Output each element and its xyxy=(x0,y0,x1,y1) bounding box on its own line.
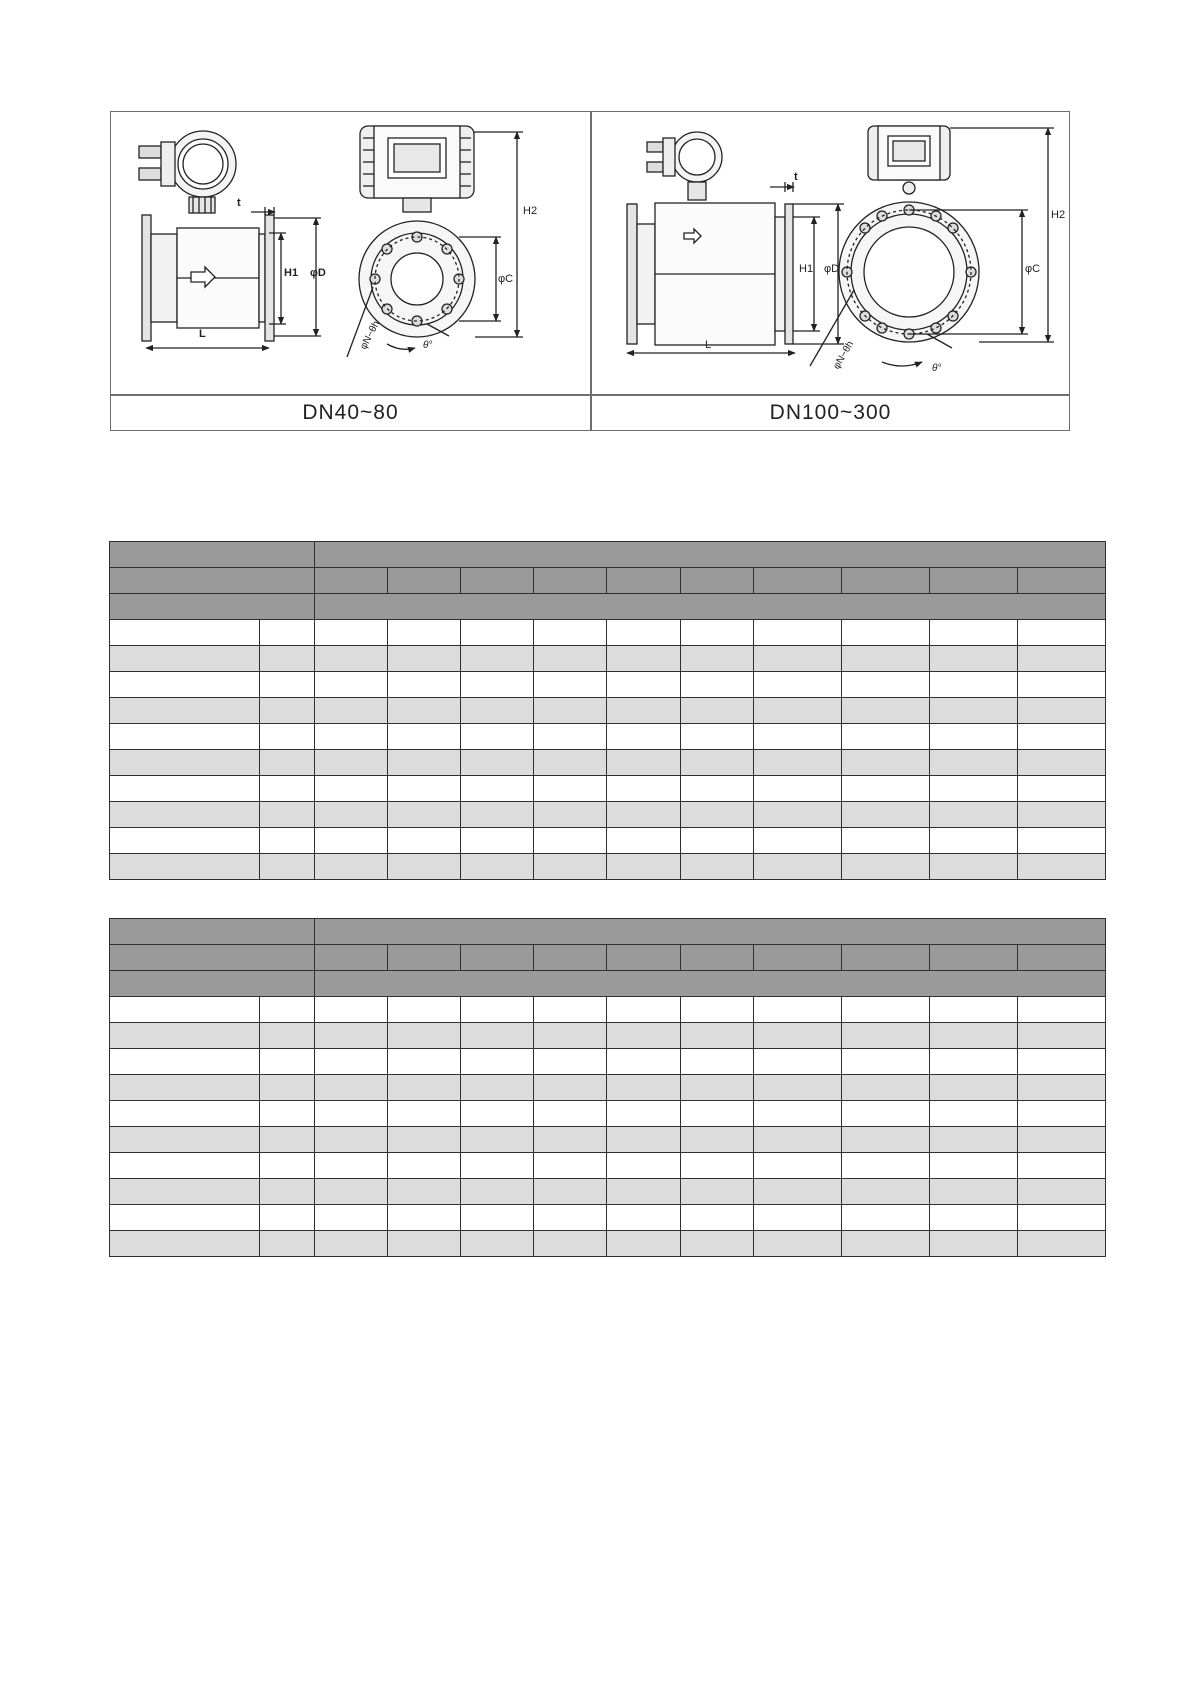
size-cell xyxy=(388,568,461,594)
header-cell xyxy=(315,542,1106,568)
label-c: φC xyxy=(498,273,514,285)
table-row xyxy=(110,854,1106,880)
table-header-row xyxy=(110,542,1106,568)
header-cell xyxy=(110,919,315,945)
label-l: L xyxy=(705,339,712,351)
header-cell xyxy=(110,594,315,620)
size-cell xyxy=(534,568,607,594)
table-row xyxy=(110,1231,1106,1257)
size-cell xyxy=(461,568,534,594)
converter-head-side xyxy=(647,132,722,200)
table-row xyxy=(110,1023,1106,1049)
header-cell xyxy=(315,594,1106,620)
size-cell xyxy=(461,945,534,971)
table-header-row xyxy=(110,594,1106,620)
size-cell xyxy=(534,945,607,971)
table-row xyxy=(110,646,1106,672)
table-row xyxy=(110,724,1106,750)
table-size-row xyxy=(110,945,1106,971)
table-row xyxy=(110,802,1106,828)
size-cell xyxy=(841,568,929,594)
table-row xyxy=(110,620,1106,646)
table-row xyxy=(110,698,1106,724)
label-n-theta-h: φN−θh xyxy=(831,339,857,372)
size-cell xyxy=(607,568,680,594)
size-cell xyxy=(315,945,388,971)
meter-body-side xyxy=(142,215,274,341)
size-cell xyxy=(1017,945,1105,971)
table-row xyxy=(110,1153,1106,1179)
drawing-dn100-300 xyxy=(592,112,1069,394)
flange-front xyxy=(359,221,475,337)
converter-head-side xyxy=(139,131,236,213)
table-row xyxy=(110,672,1106,698)
size-cell xyxy=(680,568,753,594)
header-cell xyxy=(315,919,1106,945)
table-size-row xyxy=(110,568,1106,594)
size-cell xyxy=(841,945,929,971)
table-row xyxy=(110,997,1106,1023)
header-cell xyxy=(110,971,315,997)
label-theta: θ° xyxy=(932,363,942,374)
label-h1: H1 xyxy=(284,267,299,279)
table-header-row xyxy=(110,919,1106,945)
header-cell xyxy=(110,542,315,568)
table-row xyxy=(110,1179,1106,1205)
header-cell xyxy=(110,568,315,594)
label-d: φD xyxy=(824,263,840,275)
size-cell xyxy=(315,568,388,594)
size-cell xyxy=(929,568,1017,594)
caption-dn40-80: DN40~80 xyxy=(302,401,399,424)
drawing-figure xyxy=(110,111,1070,431)
label-h1: H1 xyxy=(799,263,814,275)
size-cell xyxy=(680,945,753,971)
label-n-theta-h: φN−θh xyxy=(358,319,383,352)
size-cell xyxy=(929,945,1017,971)
table-header-row xyxy=(110,971,1106,997)
size-cell xyxy=(388,945,461,971)
flange-front xyxy=(839,202,979,342)
size-cell xyxy=(607,945,680,971)
label-t: t xyxy=(794,171,798,183)
table-row xyxy=(110,1075,1106,1101)
table-row xyxy=(110,776,1106,802)
drawing-dn40-80 xyxy=(111,112,590,394)
label-d: φD xyxy=(310,267,326,279)
label-c: φC xyxy=(1025,263,1041,275)
label-h2: H2 xyxy=(1051,209,1066,221)
dimension-table-2 xyxy=(109,918,1106,1257)
table-row xyxy=(110,1101,1106,1127)
label-l: L xyxy=(199,328,206,340)
meter-body-side xyxy=(627,203,793,345)
label-t: t xyxy=(237,197,241,209)
header-cell xyxy=(315,971,1106,997)
label-h2: H2 xyxy=(523,205,538,217)
table-row xyxy=(110,1205,1106,1231)
caption-dn100-300: DN100~300 xyxy=(769,401,892,424)
label-theta: θ° xyxy=(423,340,433,351)
table-row xyxy=(110,828,1106,854)
table-row xyxy=(110,1127,1106,1153)
table-row xyxy=(110,750,1106,776)
converter-head-front xyxy=(868,126,950,194)
header-cell xyxy=(110,945,315,971)
size-cell xyxy=(753,568,841,594)
dimension-table-1 xyxy=(109,541,1106,880)
converter-head-front xyxy=(360,126,474,212)
size-cell xyxy=(1017,568,1105,594)
table-row xyxy=(110,1049,1106,1075)
size-cell xyxy=(753,945,841,971)
